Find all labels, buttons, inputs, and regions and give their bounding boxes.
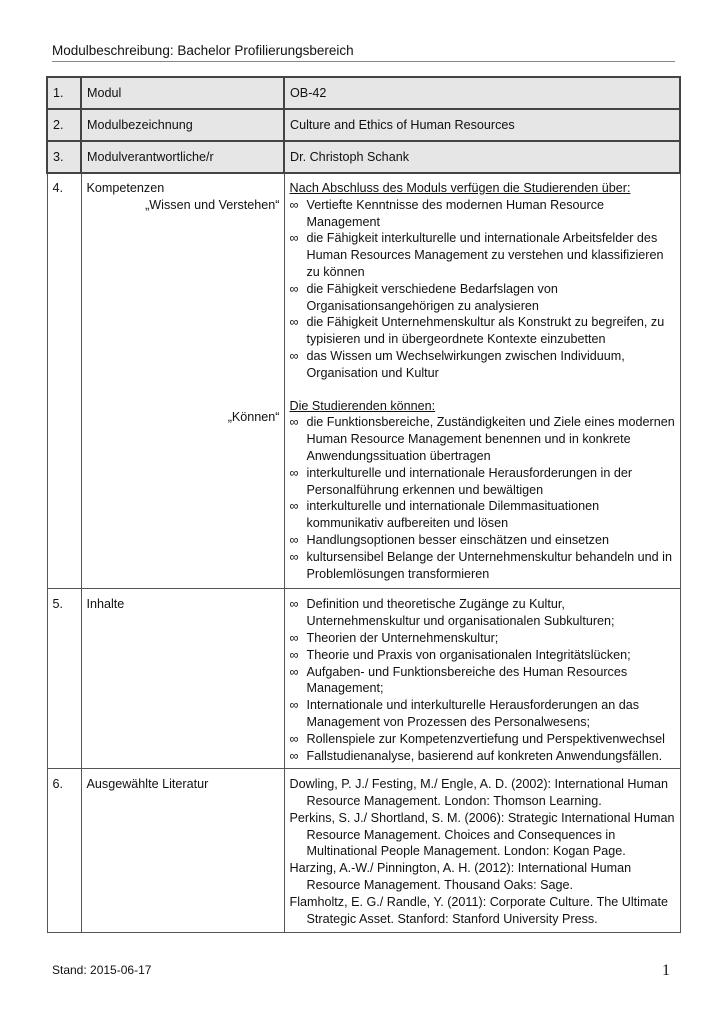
row-label: Modulbezeichnung [81, 109, 284, 141]
wissen-intro: Nach Abschluss des Moduls verfügen die Studierenden über: [289, 181, 631, 195]
row-number: 5. [47, 589, 81, 769]
header-rule [52, 61, 675, 62]
module-table [46, 76, 681, 933]
infinity-bullet-icon: ∞ [289, 748, 299, 763]
infinity-bullet-icon: ∞ [289, 698, 299, 713]
list-item: ∞ Definition und theoretische Zugänge zu Kultur, Unternehmenskultur und organisationalen Subkulturen; [289, 597, 615, 629]
list-item: ∞ die Fähigkeit interkulturelle und internationale Arbeitsfelder des Human Resources Management zu verstehen und klassifizieren zu können [289, 231, 664, 279]
row-value: Culture and Ethics of Human Resources [284, 109, 680, 141]
list-item: ∞ Theorien der Unternehmenskultur; [289, 630, 499, 645]
infinity-bullet-icon: ∞ [289, 731, 299, 746]
koennen-label: „Können“ [227, 409, 280, 424]
literature-reference: Harzing, A.-W./ Pinnington, A. H. (2012): International Human Resource Management. Thousand Oaks: Sage. [289, 861, 632, 893]
table-row-literatur [47, 769, 680, 933]
row-label: Modulverantwortliche/r [81, 141, 284, 173]
infinity-bullet-icon: ∞ [289, 549, 299, 564]
list-item: ∞ die Funktionsbereiche, Zuständigkeiten und Ziele eines modernen Human Resource Management benennen und in konkrete Anwendungssituation übertragen [289, 415, 675, 463]
row-number: 4. [47, 173, 81, 589]
page-number: 1 [662, 962, 670, 979]
page-header: Modulbeschreibung: Bachelor Profilierungsbereich [52, 43, 354, 58]
list-item: ∞ Internationale und interkulturelle Herausforderungen an das Management von Prozessen des Personalwesens; [289, 698, 640, 729]
kompetenzen-label: Kompetenzen [86, 181, 165, 195]
wissen-list [290, 197, 676, 382]
list-item: ∞ Fallstudienanalyse, basierend auf konkreten Anwendungsfällen. [289, 748, 663, 763]
row-value: OB-42 [284, 77, 680, 109]
table-row-modulbezeichnung [47, 109, 680, 141]
infinity-bullet-icon: ∞ [289, 348, 299, 363]
infinity-bullet-icon: ∞ [289, 415, 299, 430]
row-label: Inhalte [81, 589, 284, 769]
literature-reference: Perkins, S. J./ Shortland, S. M. (2006): Strategic International Human Resource Management. Choices and Consequences in Multinational People Management. London: Kogan Page. [289, 810, 675, 859]
koennen-intro: Die Studierenden können: [289, 398, 436, 413]
list-item: ∞ die Fähigkeit verschiedene Bedarfslagen von Organisationsangehörigen zu analysieren [289, 281, 558, 313]
infinity-bullet-icon: ∞ [289, 630, 299, 645]
infinity-bullet-icon: ∞ [289, 315, 299, 330]
list-item: ∞ interkulturelle und internationale Dilemmasituationen kommunikativ aufbereiten und lösen [289, 499, 600, 531]
row-number: 3. [47, 141, 81, 173]
wissen-label: „Wissen und Verstehen“ [145, 197, 280, 212]
inhalte-list [290, 596, 676, 764]
list-item: ∞ Handlungsoptionen besser einschätzen und einsetzen [289, 532, 609, 547]
table-row-kompetenzen [47, 173, 680, 589]
list-item: ∞ die Fähigkeit Unternehmenskultur als Konstrukt zu begreifen, zu typisieren und in übergeordnete Kontexte einzubetten [289, 315, 665, 347]
row-label: Ausgewählte Literatur [81, 769, 284, 933]
row-label: Modul [81, 77, 284, 109]
list-item: ∞ Theorie und Praxis von organisationalen Integritätslücken; [289, 647, 631, 662]
row-value: Dr. Christoph Schank [284, 141, 680, 173]
list-item: ∞ kultursensibel Belange der Unternehmenskultur behandeln und in Problemlösungen transformieren [289, 549, 672, 581]
table-row-modul [47, 77, 680, 109]
infinity-bullet-icon: ∞ [289, 197, 299, 212]
list-item: ∞ interkulturelle und internationale Herausforderungen in der Personalführung erkennen und bewältigen [289, 465, 633, 497]
footer-date: Stand: 2015-06-17 [52, 963, 152, 977]
literature-reference: Flamholtz, E. G./ Randle, Y. (2011): Corporate Culture. The Ultimate Strategic Asset. Stanford: Stanford University Press. [289, 894, 668, 926]
list-item: ∞ Aufgaben- und Funktionsbereiche des Human Resources Management; [289, 664, 628, 696]
list-item: ∞ Vertiefte Kenntnisse des modernen Human Resource Management [289, 197, 605, 229]
infinity-bullet-icon: ∞ [289, 281, 299, 296]
inhalte-content [284, 589, 680, 769]
row-number: 1. [47, 77, 81, 109]
literatur-content [284, 769, 680, 933]
list-item: ∞ das Wissen um Wechselwirkungen zwischen Individuum, Organisation und Kultur [289, 348, 625, 380]
koennen-list [290, 414, 676, 582]
infinity-bullet-icon: ∞ [289, 532, 299, 547]
infinity-bullet-icon: ∞ [289, 231, 299, 246]
table-row-modulverantwortliche [47, 141, 680, 173]
list-item: ∞ Rollenspiele zur Kompetenzvertiefung und Perspektivenwechsel [289, 731, 665, 746]
row-number: 2. [47, 109, 81, 141]
infinity-bullet-icon: ∞ [289, 465, 299, 480]
infinity-bullet-icon: ∞ [289, 597, 299, 612]
kompetenzen-label-cell [81, 173, 284, 589]
literature-reference: Dowling, P. J./ Festing, M./ Engle, A. D. (2002): International Human Resource Management. London: Thomson Learning. [289, 777, 668, 809]
table-row-inhalte [47, 589, 680, 769]
kompetenzen-content [284, 173, 680, 589]
row-number: 6. [47, 769, 81, 933]
infinity-bullet-icon: ∞ [289, 647, 299, 662]
infinity-bullet-icon: ∞ [289, 664, 299, 679]
infinity-bullet-icon: ∞ [289, 499, 299, 514]
